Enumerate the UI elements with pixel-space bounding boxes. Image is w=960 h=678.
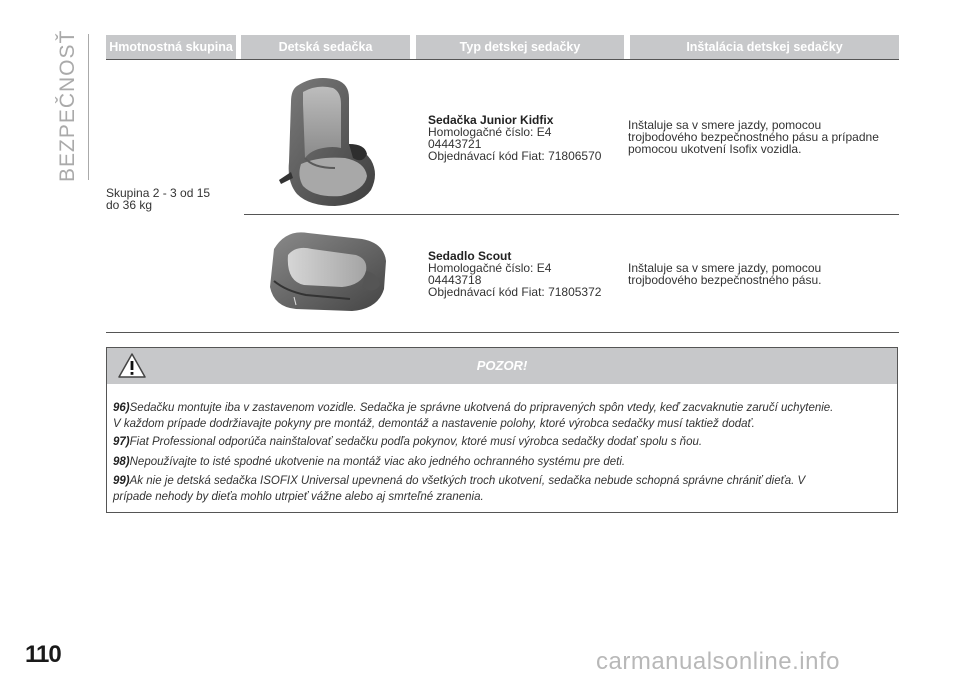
install-1-line2: trojbodového bezpečnostného pásu a prípadne	[628, 130, 879, 144]
note-99-line2: prípade nehody by dieťa mohlo utrpieť vážne alebo aj smrteľné zranenia.	[113, 491, 484, 503]
warning-note-99	[113, 473, 891, 505]
homologation-1: Homologačné číslo: E4	[428, 125, 552, 139]
header-weight-group: Hmotnostná skupina	[106, 35, 236, 59]
weight-group-line1: Skupina 2 - 3 od 15	[106, 186, 211, 200]
note-97-number: 97)	[113, 436, 130, 448]
header-installation: Inštalácia detskej sedačky	[630, 35, 899, 59]
table-header	[106, 35, 899, 59]
warning-note-98	[113, 454, 891, 470]
homologation-2: Homologačné číslo: E4	[428, 261, 552, 275]
note-99-number: 99)	[113, 475, 130, 487]
warning-note-96	[113, 400, 891, 432]
install-1-line1: Inštaluje sa v smere jazdy, pomocou	[628, 118, 822, 132]
note-96-line1: Sedačku montujte iba v zastavenom vozidle. Sedačka je správne ukotvená do pripravených spôn vtedy, keď zacvaknutie zaručí uchytenie.	[129, 402, 834, 414]
seat-name-1: Sedačka Junior Kidfix	[428, 113, 554, 127]
section-title	[52, 29, 92, 194]
order-code-2: Objednávací kód Fiat: 71805372	[428, 285, 602, 299]
note-97-line1: Fiat Professional odporúča nainštalovať sedačku podľa pokynov, ktoré musí výrobca sedačky dodať spolu s ňou.	[129, 436, 703, 448]
warning-box	[106, 347, 898, 513]
section-title-text: BEZPEČNOSŤ	[56, 29, 79, 182]
child-seat-kidfix-illustration	[275, 72, 383, 210]
install-1-line3: pomocou ukotvení Isofix vozidla.	[628, 142, 802, 156]
weight-group-line2: do 36 kg	[106, 198, 153, 212]
note-99-line1: Ak nie je detská sedačka ISOFIX Universal upevnená do všetkých troch ukotvení, sedačka nebude schopná správne chrániť dieťa. V	[129, 475, 806, 487]
note-98-line1: Nepoužívajte to isté spodné ukotvenie na montáž viac ako jedného ochranného systému pre deti.	[129, 456, 626, 468]
warning-note-97	[113, 434, 891, 450]
header-seat-type: Typ detskej sedačky	[416, 35, 624, 59]
order-code-1: Objednávací kód Fiat: 71806570	[428, 149, 602, 163]
homologation-no-1: 04443721	[428, 137, 482, 151]
note-96-line2: V každom prípade dodržiavajte pokyny pre montáž, demontáž a nastavenie polohy, ktoré výrobca sedačky musí taktiež dodať.	[113, 418, 755, 430]
page-number: 110	[25, 641, 61, 668]
weight-group-cell	[106, 187, 210, 211]
watermark: carmanualsonline.info	[596, 648, 840, 675]
seat-type-cell-1	[428, 114, 601, 162]
seat-type-cell-2	[428, 250, 601, 298]
section-title-rule	[88, 34, 89, 180]
header-child-seat: Detská sedačka	[241, 35, 410, 59]
seat-name-2: Sedadlo Scout	[428, 249, 512, 263]
row-rule-1	[244, 214, 899, 215]
homologation-no-2: 04443718	[428, 273, 482, 287]
warning-title: POZOR!	[476, 358, 528, 373]
note-98-number: 98)	[113, 456, 130, 468]
installation-cell-1	[628, 119, 879, 155]
install-2-line2: trojbodového bezpečnostného pásu.	[628, 273, 822, 287]
note-96-number: 96)	[113, 402, 130, 414]
booster-seat-scout-illustration	[266, 225, 392, 315]
header-rule	[106, 59, 899, 60]
installation-cell-2	[628, 262, 821, 286]
table-bottom-rule	[106, 332, 899, 333]
warning-header	[107, 348, 897, 384]
install-2-line1: Inštaluje sa v smere jazdy, pomocou	[628, 261, 822, 275]
